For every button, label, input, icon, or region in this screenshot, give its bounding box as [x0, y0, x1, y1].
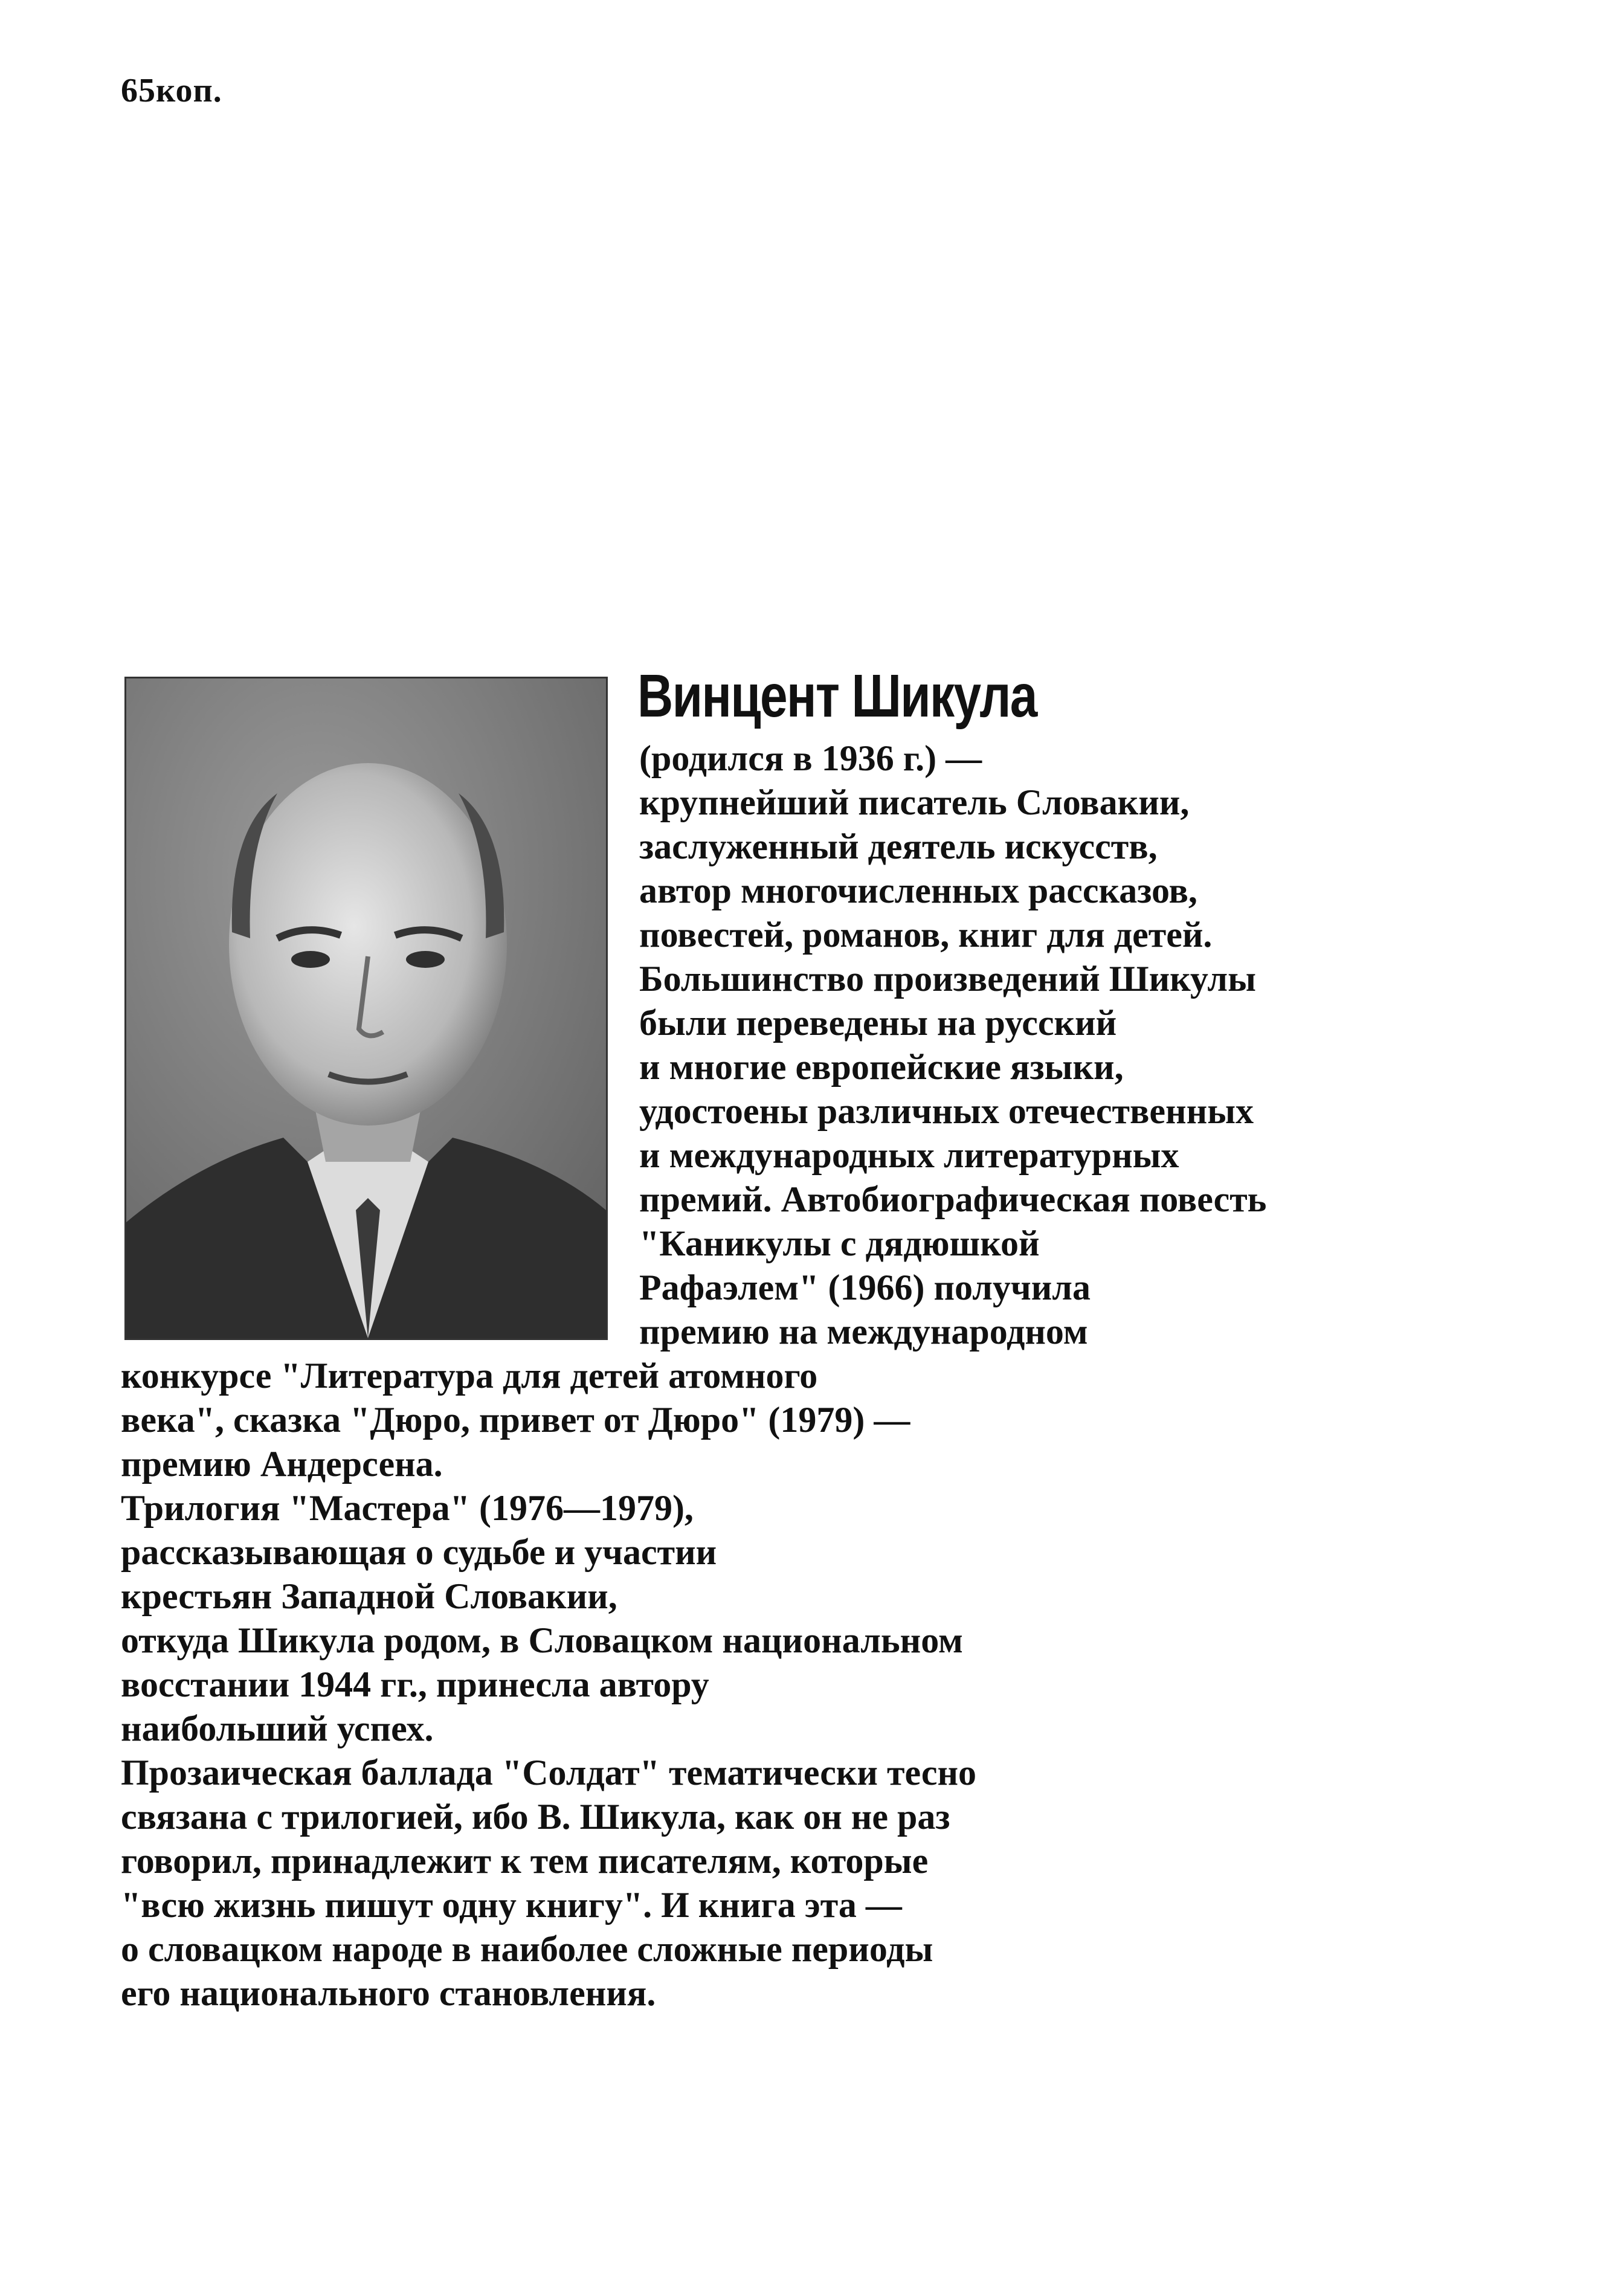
bio-line: конкурсе "Литература для детей атомного: [121, 1356, 818, 1396]
bio-line: века", сказка "Дюро, привет от Дюро" (1979) —: [121, 1400, 910, 1440]
bio-line: удостоены различных отечественных: [639, 1091, 1254, 1131]
bio-line: премию на международном: [639, 1312, 1088, 1352]
bio-line: автор многочисленных рассказов,: [639, 871, 1197, 910]
bio-line: Рафаэлем" (1966) получила: [639, 1268, 1091, 1307]
bio-line: "Каникулы с дядюшкой: [639, 1223, 1040, 1263]
author-photo: [124, 677, 608, 1340]
bio-line: наибольший успех.: [121, 1709, 434, 1748]
bio-line: премий. Автобиографическая повесть: [639, 1179, 1267, 1219]
author-name: Винцент Шикула: [637, 662, 1037, 730]
author-portrait-image: [126, 678, 606, 1338]
bio-line: восстании 1944 гг., принесла автору: [121, 1664, 709, 1704]
bio-line: премию Андерсена.: [121, 1444, 443, 1484]
bio-line: крупнейший писатель Словакии,: [639, 782, 1190, 822]
bio-line: Прозаическая баллада "Солдат" тематически тесно: [121, 1753, 977, 1793]
bio-line: повестей, романов, книг для детей.: [639, 915, 1213, 955]
bio-line: (родился в 1936 г.) —: [639, 738, 982, 778]
bio-line: говорил, принадлежит к тем писателям, которые: [121, 1841, 929, 1881]
bio-line: и многие европейские языки,: [639, 1047, 1124, 1087]
bio-line: были переведены на русский: [639, 1003, 1117, 1043]
bio-line: "всю жизнь пишут одну книгу". И книга эта —: [121, 1885, 902, 1925]
bio-line: рассказывающая о судьбе и участии: [121, 1532, 717, 1572]
bio-line: о словацком народе в наиболее сложные периоды: [121, 1929, 933, 1969]
bio-line: откуда Шикула родом, в Словацком национальном: [121, 1620, 963, 1660]
bio-line: заслуженный деятель искусств,: [639, 826, 1158, 866]
bio-line: Большинство произведений Шикулы: [639, 959, 1256, 999]
bio-line: его национального становления.: [121, 1973, 656, 2013]
bio-line: крестьян Западной Словакии,: [121, 1576, 617, 1616]
bio-line: Трилогия "Мастера" (1976—1979),: [121, 1488, 694, 1528]
bio-line: связана с трилогией, ибо В. Шикула, как он не раз: [121, 1797, 950, 1837]
bio-line: и международных литературных: [639, 1135, 1179, 1175]
price-label: 65коп.: [121, 72, 222, 109]
